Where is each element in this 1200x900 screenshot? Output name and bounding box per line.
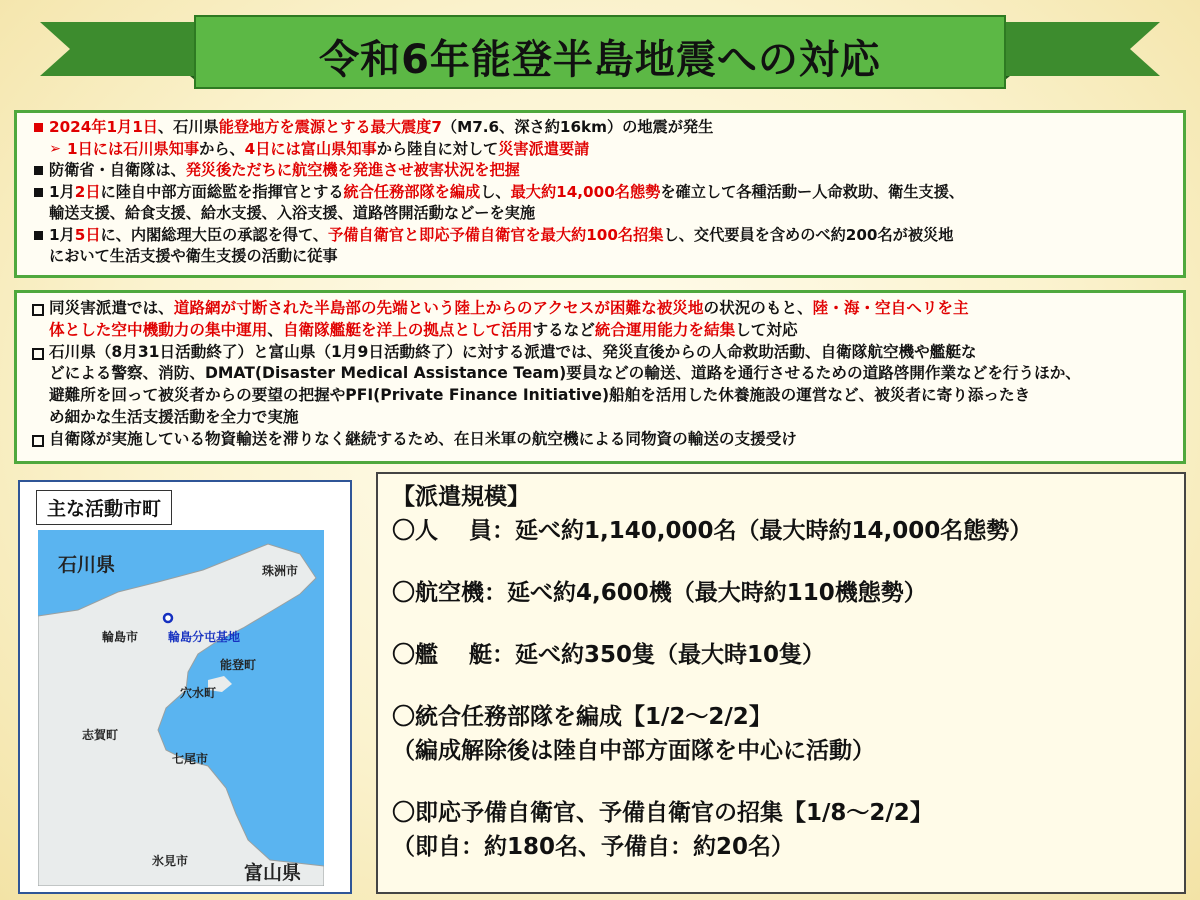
hollow-square-bullet-icon [32, 435, 44, 447]
scale-line-reserves-note: （即自：約180名、予備自：約20名） [392, 834, 795, 860]
scale-line-jtf: 〇統合任務部隊を編成【1/2～2/2】 [392, 704, 772, 730]
town-label: 能登町 [220, 658, 257, 672]
list-item: 1月2日に陸自中部方面総監を指揮官とする統合任務部隊を編成し、最大約14,000名態勢を確立して各種活動ー人命救助、衛生支援、 [27, 182, 1173, 204]
list-item-continuation: において生活支援や衛生支援の活動に従事 [49, 247, 338, 265]
town-label: 輪島分屯基地 [168, 630, 241, 644]
pref-label: 富山県 [244, 862, 302, 884]
list-item: 自衛隊が実施している物資輸送を滞りなく継続するため、在日米軍の航空機による同物資の輸送の支援受け [27, 429, 1173, 451]
square-bullet-icon [34, 231, 43, 240]
scale-line-jtf-note: （編成解除後は陸自中部方面隊を中心に活動） [392, 738, 875, 764]
list-item-continuation: どによる警察、消防、DMAT(Disaster Medical Assistance Team)要員などの輸送、道路を通行させるための道路啓開作業などを行うほか、 [49, 364, 1081, 383]
square-bullet-icon [34, 166, 43, 175]
list-item-continuation: 避難所を回って被災者からの要望の把握やPFI(Private Finance Initiative)船舶を活用した休養施設の運営など、被災者に寄り添ったき [49, 386, 1031, 405]
list-item: ➢ 1日には石川県知事から、4日には富山県知事から陸自に対して災害派遣要請 [27, 139, 1173, 161]
noto-peninsula-map [38, 530, 324, 886]
scale-line-reserves: 〇即応予備自衛官、予備自衛官の招集【1/8～2/2】 [392, 800, 933, 826]
town-label: 珠洲市 [262, 564, 299, 578]
list-item: 防衛省・自衛隊は、発災後ただちに航空機を発進させ被害状況を把握 [27, 160, 1173, 182]
page-title: 令和6年能登半島地震への対応 [319, 36, 881, 83]
red-square-bullet-icon [34, 123, 43, 132]
overview-box [14, 110, 1186, 278]
town-label: 志賀町 [82, 728, 119, 742]
town-label: 七尾市 [172, 752, 209, 766]
town-label: 穴水町 [180, 686, 217, 700]
scale-line-personnel: 〇人 員：延べ約1,140,000名（最大時約14,000名態勢） [392, 518, 1033, 544]
town-label: 輪島市 [102, 630, 139, 644]
hollow-square-bullet-icon [32, 348, 44, 360]
title-banner [40, 12, 1160, 98]
activity-map-panel [18, 480, 352, 894]
scale-line-vessels: 〇艦 艇：延べ約350隻（最大時10隻） [392, 642, 826, 668]
dispatch-scale-panel [376, 472, 1186, 894]
list-item: 1月5日に、内閣総理大臣の承認を得て、予備自衛官と即応予備自衛官を最大約100名招集し、交代要員を含めのべ約200名が被災地 [27, 225, 1173, 247]
list-item-continuation: 体とした空中機動力の集中運用、自衛隊艦艇を洋上の拠点として活用するなど統合運用能力を結集して対応 [49, 320, 798, 339]
hollow-square-bullet-icon [32, 304, 44, 316]
square-bullet-icon [34, 188, 43, 197]
list-item: 同災害派遣では、道路網が寸断された半島部の先端という陸上からのアクセスが困難な被災地の状況のもと、陸・海・空自ヘリを主 [27, 298, 1173, 320]
pref-label: 石川県 [58, 554, 116, 576]
arrow-bullet-icon: ➢ [49, 140, 61, 157]
scale-line-aircraft: 〇航空機：延べ約4,600機（最大時約110機態勢） [392, 580, 927, 606]
list-item-continuation: 輸送支援、給食支援、給水支援、入浴支援、道路啓開活動などーを実施 [49, 204, 535, 222]
town-label: 氷見市 [152, 854, 189, 868]
list-item-continuation: め細かな生活支援活動を全力で実施 [49, 407, 299, 426]
operations-box [14, 290, 1186, 464]
list-item: 石川県（8月31日活動終了）と富山県（1月9日活動終了）に対する派遣では、発災直後からの人命救助活動、自衛隊航空機や艦艇な [27, 342, 1173, 364]
scale-heading: 【派遣規模】 [392, 484, 530, 510]
map-title: 主な活動市町 [36, 490, 172, 525]
list-item: 2024年1月1日、石川県能登地方を震源とする最大震度7（M7.6、深さ約16km）の地震が発生 [27, 117, 1173, 139]
base-marker-icon [164, 614, 172, 622]
map-area [38, 530, 324, 886]
